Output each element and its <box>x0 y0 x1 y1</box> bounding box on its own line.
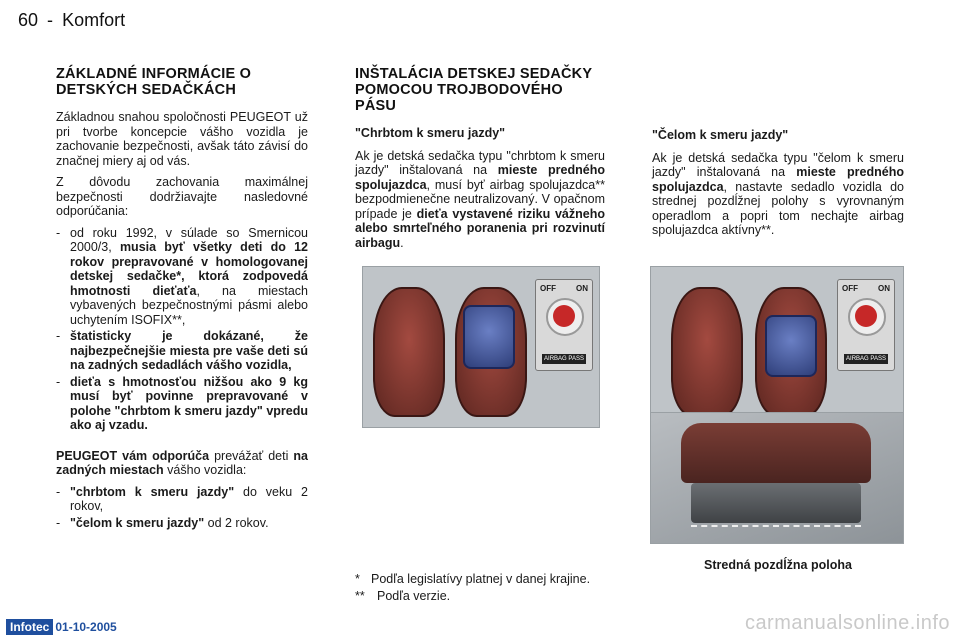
list-item: - štatisticky je dokázané, že najbezpečnejšie miesta pre vaše deti sú na zadných sedadlách vášho vozidla, <box>56 329 308 373</box>
footnote: ** Podľa verzie. <box>355 589 451 603</box>
footnote: * Podľa legislatívy platnej v danej krajine. <box>355 572 591 586</box>
subheading-rear-facing: "Chrbtom k smeru jazdy" <box>355 126 506 140</box>
list-item: - "čelom k smeru jazdy" od 2 rokov. <box>56 516 308 531</box>
paragraph-peugeot-recommends: PEUGEOT vám odporúča prevážať deti na zadných miestach vášho vozidla: <box>56 448 308 477</box>
list-item: - od roku 1992, v súlade so Smernicou 2000/3, musia byť všetky deti do 12 rokov prepravované v homologovanej detskej sedačke*, ktorá zodpovedá hmotnosti dieťaťa, na miestach vybavených bezpečnostnými pásmi alebo uchytením ISOFIX**, <box>56 226 308 328</box>
page-header <box>18 10 129 31</box>
arrow-icon <box>855 305 877 327</box>
paragraph-rear-facing: Ak je detská sedačka typu "chrbtom k smeru jazdy" inštalovaná na mieste predného spolujazdca, musí byť airbag spolujazdca** bezpodmienečne neutralizovaný. V opačnom prípade je dieťa vystavené riziku vážneho alebo smrteľného poranenia pri rozvinutí airbagu. <box>355 148 605 250</box>
paragraph-forward-facing: Ak je detská sedačka typu "čelom k smeru jazdy" inštalovaná na mieste predného spolujazdca, nastavte sedadlo vozidla do strednej pozdĺžnej polohy s vyrovnaným operadlom a popri tom nechajte airbag spolujazdca aktívny**. <box>652 150 904 237</box>
arrow-icon <box>553 305 575 327</box>
seat-base <box>691 483 861 523</box>
subheading-forward-facing: "Čelom k smeru jazdy" <box>652 128 789 142</box>
illustration-rear-facing <box>362 266 600 428</box>
child-seat <box>463 305 515 369</box>
illustration-forward-facing <box>650 266 904 428</box>
footer-date: 01-10-2005 <box>55 620 117 634</box>
heading-basics: ZÁKLADNÉ INFORMÁCIE O DETSKÝCH SEDAČKÁCH <box>56 66 252 98</box>
page-number: 60 <box>18 10 39 30</box>
column-installation <box>355 66 605 257</box>
heading-installation: INŠTALÁCIA DETSKEJ SEDAČKY POMOCOU TROJBODOVÉHO PÁSU <box>355 66 592 114</box>
footer-brand <box>6 618 117 636</box>
paragraph-recommendations: Z dôvodu zachovania maximálnej bezpečnosti dodržiavajte nasledovné odporúčania: <box>56 175 308 218</box>
header-separator: - <box>47 10 54 30</box>
column-forward-facing <box>652 128 904 245</box>
section-title: Komfort <box>62 10 126 30</box>
age-list <box>56 485 308 531</box>
rules-list <box>56 226 308 433</box>
list-item: - "chrbtom k smeru jazdy" do veku 2 rokov, <box>56 485 308 514</box>
driver-seat <box>671 287 743 417</box>
illustration-seat-rail <box>650 412 904 544</box>
driver-seat <box>373 287 445 417</box>
caption-middle-position: Stredná pozdĺžna poloha <box>704 558 852 572</box>
airbag-switch-panel: OFF ON AIRBAG PASS <box>837 279 895 371</box>
paragraph-intro: Základnou snahou spoločnosti PEUGEOT už pri tvorbe koncepcie vášho vozidla je zachovanie bezpečnosti, avšak táto závisí do značnej miery aj od vás. <box>56 110 308 168</box>
child-seat <box>765 315 817 377</box>
infotec-logo: Infotec <box>6 619 53 635</box>
footnotes <box>355 572 605 606</box>
rail-markings <box>691 525 861 527</box>
airbag-switch-panel: OFF ON AIRBAG PASS <box>535 279 593 371</box>
seat-cushion <box>681 423 871 483</box>
list-item: - dieťa s hmotnosťou nižšou ako 9 kg musí byť povinne prepravované v polohe "chrbtom k smeru jazdy" vpredu ako aj vzadu. <box>56 375 308 433</box>
watermark: carmanualsonline.info <box>744 612 950 634</box>
column-basics <box>56 66 308 532</box>
